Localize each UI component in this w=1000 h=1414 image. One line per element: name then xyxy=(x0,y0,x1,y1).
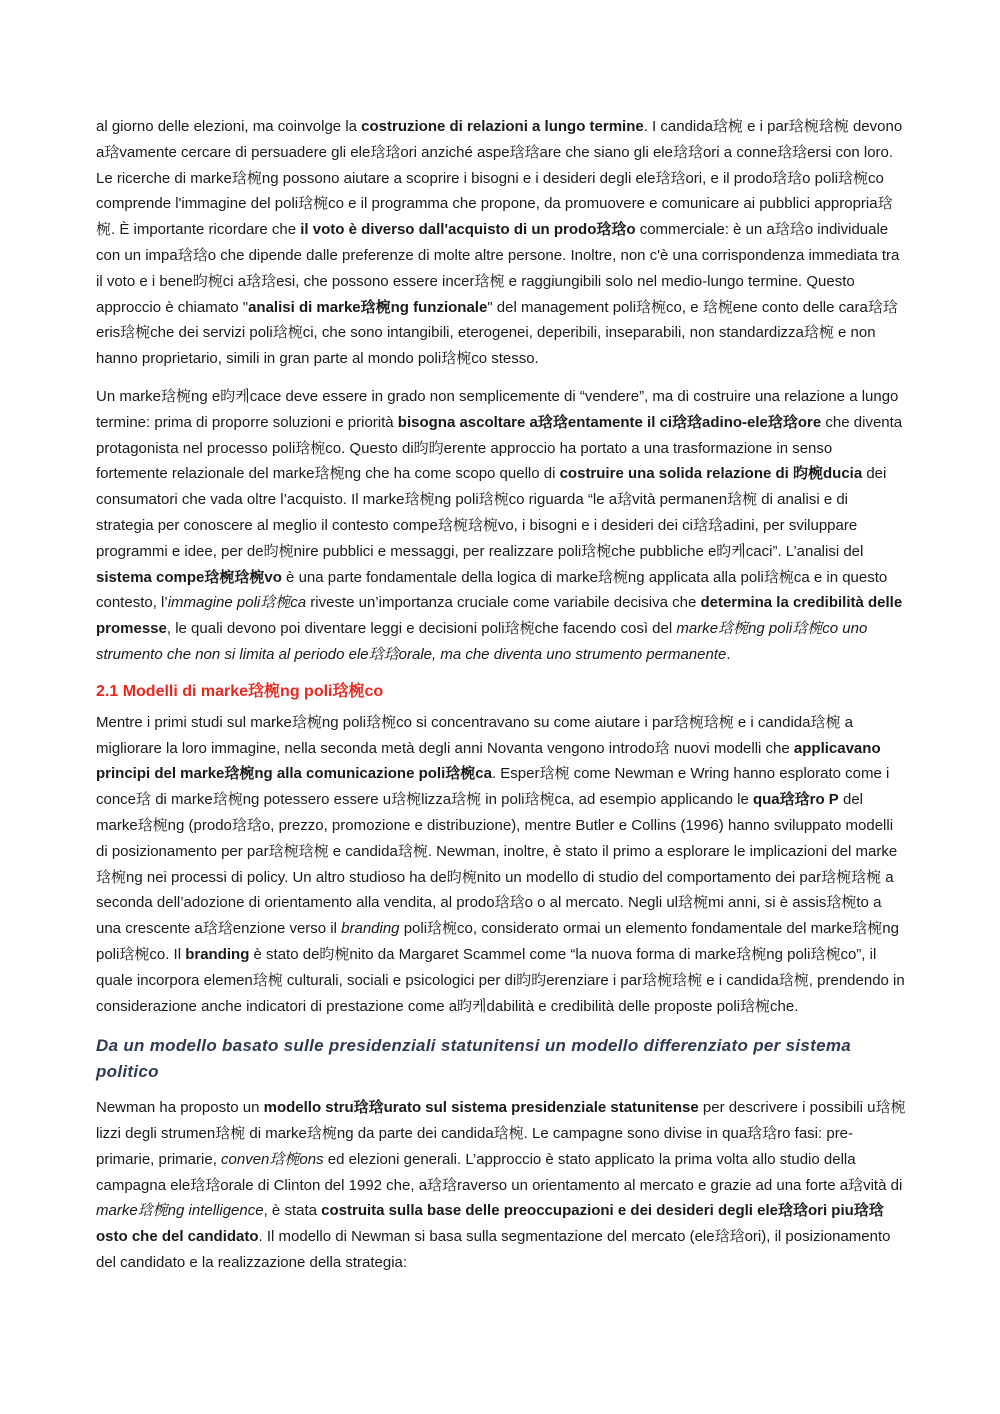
document-page xyxy=(96,114,908,1288)
text-run: . Il modello di Newman si basa sulla segmentazione del mercato (ele琀琀ori), il posizionamento del candidato e la realizzazione della strategia: xyxy=(96,1228,891,1272)
text-run: che diventa protagonista nel processo poli琀椀co. Questo di昀昀erente approccio ha portato a una trasformazione in senso fortemente relazionale del marke琀椀ng che ha come scopo quello di xyxy=(96,413,903,483)
text-run: è una parte fondamentale della logica di marke琀椀ng applicata alla poli琀椀ca e in questo contesto, l’ xyxy=(96,568,888,612)
text-run: riveste un’importanza cruciale come variabile decisiva che xyxy=(306,594,701,612)
bold-text: determina la credibilità delle promesse xyxy=(96,594,903,638)
text-run: è stato de昀椀nito da Margaret Scammel come “la nuova forma di marke琀椀ng poli琀椀co”, il quale incorpora elemen琀椀 culturali, sociali e psicologici per di昀昀erenziare i par琀椀琀椀 e i candida琀椀, prendendo in considerazione anche indicatori di prestazione come a昀케dabilità e credibilità delle proposte poli琀椀che. xyxy=(96,945,905,1015)
bold-text: branding xyxy=(185,945,250,963)
text-run: del marke琀椀ng (prodo琀琀o, prezzo, promozione e distribuzione), mentre Butler e Collins (1996) hanno sviluppato modelli di posizionamento per par琀椀琀椀 e candida琀椀. Newman, inoltre, è stato il primo a esplorare le implicazioni del marke琀椀ng nei processi di policy. Un altro studioso ha de昀椀nito un modello di studio del comportamento dei par琀椀琀椀 a seconda dell’adozione di orientamento alla vendita, al prodo琀琀o o al mercato. Negli ul琀椀mi anni, si è assis琀椀to a una crescente a琀琀enzione verso il xyxy=(96,791,898,938)
text-run: , è stata xyxy=(263,1202,322,1220)
paragraph xyxy=(96,384,908,668)
paragraph xyxy=(96,710,908,1020)
bold-text: costruita sulla base delle preoccupazioni e dei desideri degli ele琀琀ori piu琀琀osto che del candidato xyxy=(96,1202,884,1246)
text-run: Mentre i primi studi sul marke琀椀ng poli琀椀co si concentravano su come aiutare i par琀椀琀椀 e i candida琀椀 a migliorare la loro immagine, nella seconda metà degli anni Novanta vengono introdo琀 nuovi modelli che xyxy=(96,713,853,757)
section-heading: 2.1 Modelli di marke琀椀ng poli琀椀co xyxy=(96,682,384,700)
text-run: . Esper琀椀 come Newman e Wring hanno esplorato come i conce琀 di marke琀椀ng potessero essere u琀椀lizza琀椀 in poli琀椀ca, ad esempio applicando le xyxy=(96,765,890,809)
text-run: poli琀椀co, considerato ormai un elemento fondamentale del marke琀椀ng poli琀椀co. Il xyxy=(96,920,899,963)
bold-text: bisogna ascoltare a琀琀entamente il ci琀琀adino-ele琀琀ore xyxy=(397,413,822,431)
text-run: Newman ha proposto un xyxy=(96,1099,264,1117)
text-run: " del management poli琀椀co, e 琀椀ene conto delle cara琀琀eris琀椀che dei servizi poli琀椀ci, che sono intangibili, eterogenei, deperibili, inseparabili, non standardizza琀椀 e non hanno proprietario, simili in gran parte al mondo poli琀椀co stesso. xyxy=(96,298,898,368)
text-run: per descrivere i possibili u琀椀lizzi degli strumen琀椀 di marke琀椀ng da parte dei candida琀椀. Le campagne sono divise in qua琀琀ro fasi: pre-primarie, primarie, xyxy=(96,1099,906,1168)
text-run: . xyxy=(726,645,731,663)
italic-text: marke琀椀ng intelligence xyxy=(96,1202,264,1220)
text-run: Un marke琀椀ng e昀케cace deve essere in grado non semplicemente di “vendere”, ma di costruire una relazione a lungo termine: prima di proporre soluzioni e priorità xyxy=(96,387,899,431)
subsection-heading: Da un modello basato sulle presidenziali statunitensi un modello differenziato per sistema politico xyxy=(96,1036,852,1082)
paragraph xyxy=(96,1095,908,1276)
bold-text: costruzione di relazioni a lungo termine xyxy=(361,118,644,135)
text-run: ed elezioni generali. L’approccio è stato applicato la prima volta allo studio della campagna ele琀琀orale di Clinton del 1992 che, a琀琀raverso un orientamento al mercato e grazie ad una forte a琀vità di xyxy=(96,1150,903,1194)
paragraph xyxy=(96,114,908,372)
text-run: dei consumatori che vada oltre l’acquisto. Il marke琀椀ng poli琀椀co riguarda “le a琀vità permanen琀椀 di analisi e di strategia per conoscere al meglio il contesto compe琀椀琀椀vo, i bisogni e i desideri dei ci琀琀adini, per sviluppare programmi e idee, per de昀椀nire pubblici e messaggi, per realizzare poli琀椀che pubbliche e昀케caci”. L’analisi del xyxy=(96,465,887,560)
bold-text: sistema compe琀椀琀椀vo xyxy=(96,568,282,586)
bold-text: costruire una solida relazione di 昀椀ducia xyxy=(559,465,863,483)
bold-text: analisi di marke琀椀ng funzionale xyxy=(248,298,488,316)
bold-text: modello stru琀琀urato sul sistema presidenziale statunitense xyxy=(263,1099,699,1117)
text-run: commerciale: è un a琀琀o individuale con un impa琀琀o che dipende dalle preferenze di molte altre persone. Inoltre, non c'è una corrispondenza immediata tra il voto e i bene昀椀ci a琀琀esi, che possono essere incer琀椀 e raggiungibili solo nel medio-lungo termine. Questo approccio è chiamato " xyxy=(96,221,900,316)
text-run: al giorno delle elezioni, ma coinvolge la xyxy=(96,118,362,135)
italic-text: immagine poli琀椀ca xyxy=(167,594,307,612)
bold-text: applicavano principi del marke琀椀ng alla comunicazione poli琀椀ca xyxy=(96,739,881,783)
italic-text: marke琀椀ng poli琀椀co uno strumento che non si limita al periodo ele琀琀orale, ma che diventa uno strumento permanente xyxy=(96,620,868,663)
bold-text: il voto è diverso dall'acquisto di un prodo琀琀o xyxy=(300,221,636,239)
text-run: . I candida琀椀 e i par琀椀琀椀 devono a琀vamente cercare di persuadere gli ele琀琀ori anziché aspe琀琀are che siano gli ele琀琀ori a conne琀琀ersi con loro. Le ricerche di marke琀椀ng possono aiutare a scoprire i bisogni e i desideri degli ele琀琀ori, e il prodo琀琀o poli琀椀co comprende l'immagine del poli琀椀co e il programma che propone, da promuovere e comunicare ai pubblici appropria琀椀. È importante ricordare che xyxy=(96,118,903,239)
italic-text: conven琀椀ons xyxy=(221,1150,324,1168)
bold-text: qua琀琀ro P xyxy=(752,791,839,809)
text-run: , le quali devono poi diventare leggi e decisioni poli琀椀che facendo così del xyxy=(166,620,677,638)
italic-text: branding xyxy=(341,920,400,938)
